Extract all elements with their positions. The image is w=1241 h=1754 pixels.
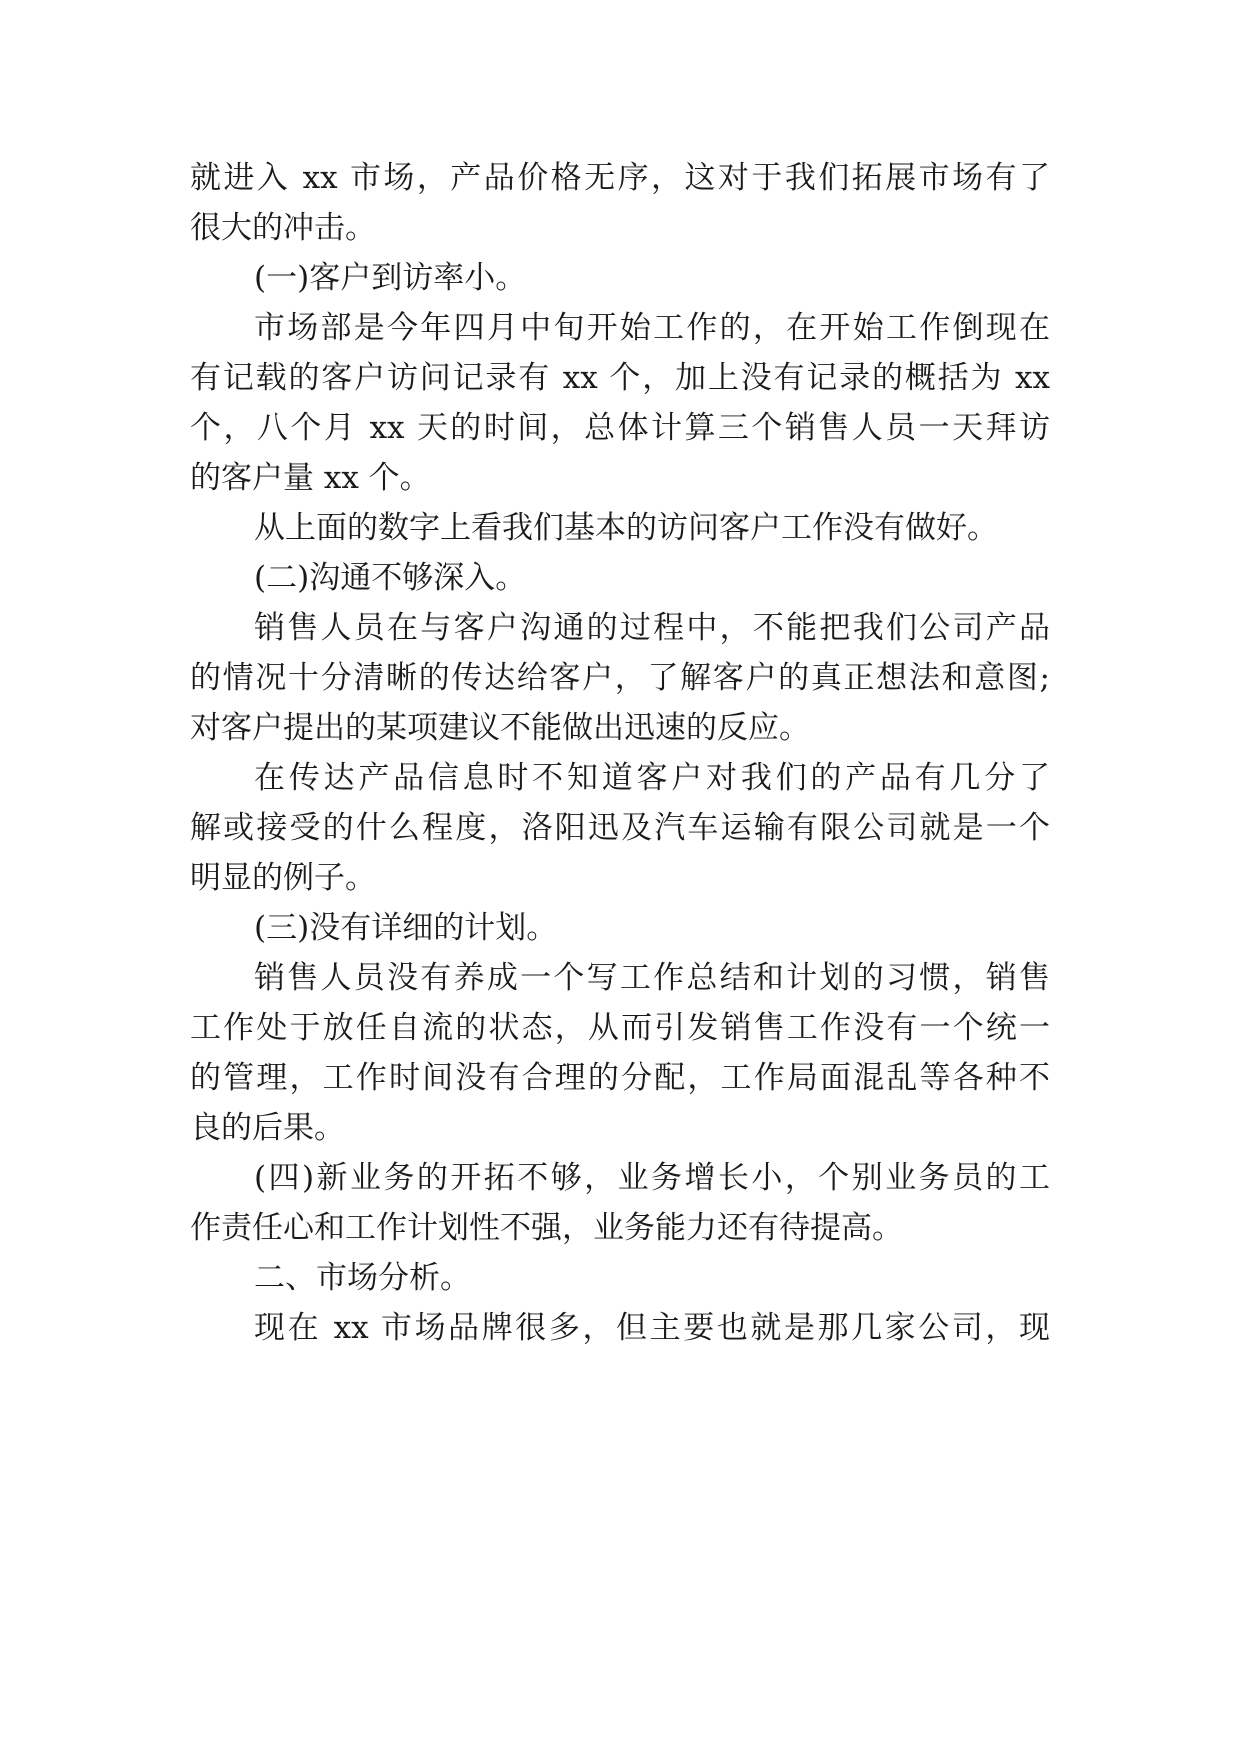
text-line: 市场部是今年四月中旬开始工作的，在开始工作倒现在 [254, 310, 1050, 346]
section-heading: (一)客户到访率小。 [254, 260, 527, 296]
text-line: 对客户提出的某项建议不能做出迅速的反应。 [190, 710, 810, 746]
text-line: 良的后果。 [190, 1110, 345, 1146]
text-line: 个，八个月 xx 天的时间，总体计算三个销售人员一天拜访 [190, 410, 1050, 446]
text-line: 有记载的客户访问记录有 xx 个，加上没有记录的概括为 xx [190, 360, 1050, 396]
text-line: 解或接受的什么程度，洛阳迅及汽车运输有限公司就是一个 [190, 810, 1050, 846]
text-line: 的管理，工作时间没有合理的分配，工作局面混乱等各种不 [190, 1060, 1050, 1096]
section-heading: 二、市场分析。 [254, 1260, 471, 1296]
section-heading: (三)没有详细的计划。 [254, 910, 558, 946]
text-line: 工作处于放任自流的状态，从而引发销售工作没有一个统一 [190, 1010, 1050, 1046]
text-line: 的情况十分清晰的传达给客户，了解客户的真正想法和意图; [190, 660, 1050, 696]
text-line: 在传达产品信息时不知道客户对我们的产品有几分了 [254, 760, 1050, 796]
text-line: 很大的冲击。 [190, 210, 376, 246]
text-line: 就进入 xx 市场，产品价格无序，这对于我们拓展市场有了 [190, 160, 1050, 196]
text-line: 明显的例子。 [190, 860, 376, 896]
text-line: 的客户量 xx 个。 [190, 460, 431, 496]
text-line: 作责任心和工作计划性不强，业务能力还有待提高。 [190, 1210, 903, 1246]
text-line: 销售人员在与客户沟通的过程中，不能把我们公司产品 [254, 610, 1050, 646]
section-heading: (二)沟通不够深入。 [254, 560, 527, 596]
text-line: 从上面的数字上看我们基本的访问客户工作没有做好。 [254, 510, 998, 546]
text-line: 现在 xx 市场品牌很多，但主要也就是那几家公司，现 [254, 1310, 1050, 1346]
section-heading: (四)新业务的开拓不够，业务增长小，个别业务员的工 [254, 1160, 1050, 1196]
text-line: 销售人员没有养成一个写工作总结和计划的习惯，销售 [254, 960, 1050, 996]
